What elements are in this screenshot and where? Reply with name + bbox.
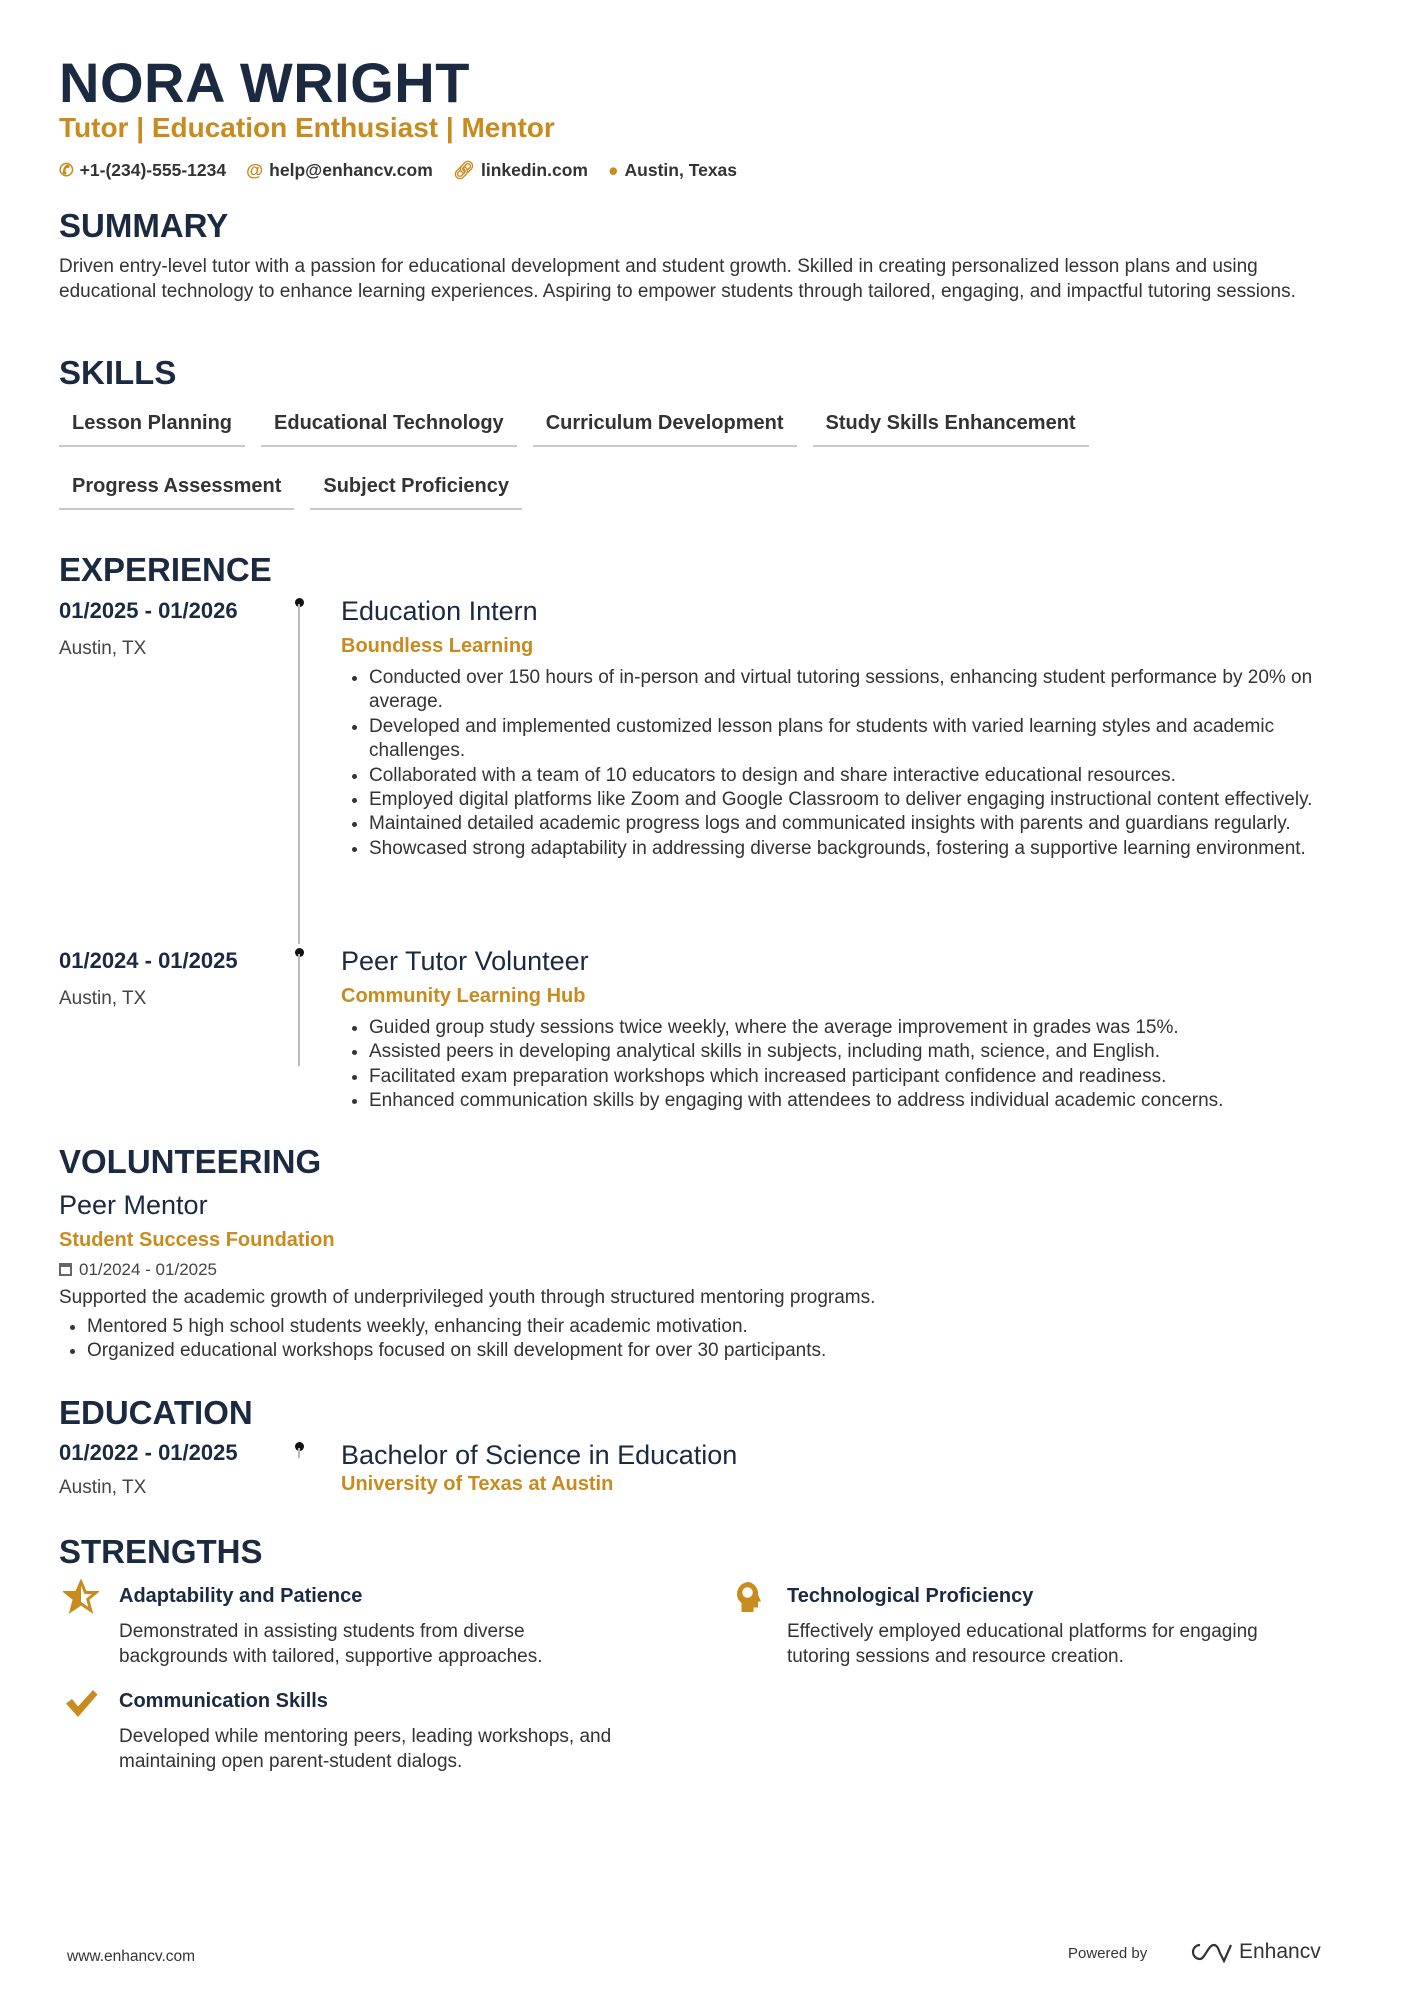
strength-item bbox=[727, 1585, 1287, 1669]
job-company: Boundless Learning bbox=[341, 635, 534, 657]
timeline-line bbox=[298, 604, 300, 944]
contact-phone[interactable] bbox=[59, 160, 226, 181]
summary-heading: SUMMARY bbox=[59, 207, 229, 244]
bullet: • Showcased strong adaptability in addressing diverse backgrounds, fostering a supportive learning environment. bbox=[369, 837, 1341, 861]
experience-heading: EXPERIENCE bbox=[59, 551, 272, 588]
volunteer-date: 01/2024 - 01/2025 bbox=[79, 1260, 218, 1279]
link-icon: 🔗︎ bbox=[452, 160, 475, 180]
timeline-line bbox=[298, 954, 300, 1066]
brain-head-icon bbox=[731, 1579, 767, 1615]
skills-heading: SKILLS bbox=[59, 354, 177, 391]
bullet: • Conducted over 150 hours of in-person and virtual tutoring sessions, enhancing student performance by 20% on average. bbox=[369, 666, 1341, 715]
education-heading: EDUCATION bbox=[59, 1394, 253, 1431]
volunteer-role: Peer Mentor bbox=[59, 1190, 208, 1220]
strength-item bbox=[59, 1585, 619, 1669]
phone-icon: ✆ bbox=[59, 160, 74, 180]
candidate-name: NORA WRIGHT bbox=[59, 51, 470, 114]
strength-title: Technological Proficiency bbox=[787, 1585, 1034, 1607]
bullet: • Enhanced communication skills by engaging with attendees to address individual academic concerns. bbox=[369, 1089, 1341, 1113]
education-location: Austin, TX bbox=[59, 1477, 147, 1498]
job-bullets bbox=[341, 1016, 1341, 1114]
phone-text: +1-(234)-555-1234 bbox=[79, 160, 227, 180]
contact-location bbox=[608, 160, 737, 181]
footer-powered-by: Powered by bbox=[1068, 1945, 1148, 1962]
job-role: Peer Tutor Volunteer bbox=[341, 946, 589, 976]
job-bullets bbox=[341, 666, 1341, 861]
skill-tag: Educational Technology bbox=[261, 408, 517, 447]
job-date: 01/2025 - 01/2026 bbox=[59, 598, 238, 623]
job-company: Community Learning Hub bbox=[341, 985, 586, 1007]
star-icon bbox=[63, 1579, 99, 1615]
education-entry bbox=[59, 1440, 1341, 1500]
skill-tag: Curriculum Development bbox=[533, 408, 797, 447]
volunteering-entry bbox=[59, 1190, 1341, 1363]
strengths-heading: STRENGTHS bbox=[59, 1533, 263, 1570]
footer-website[interactable]: www.enhancv.com bbox=[67, 1948, 196, 1965]
job-role: Education Intern bbox=[341, 596, 538, 626]
timeline-line bbox=[298, 1448, 300, 1458]
bullet: • Facilitated exam preparation workshops which increased participant confidence and readiness. bbox=[369, 1065, 1341, 1089]
bullet: • Maintained detailed academic progress logs and communicated insights with parents and guardians regularly. bbox=[369, 812, 1341, 836]
contact-email[interactable] bbox=[246, 160, 433, 181]
job-location: Austin, TX bbox=[59, 988, 147, 1009]
enhancv-logo-icon bbox=[1189, 1941, 1233, 1963]
enhancv-logo bbox=[1189, 1940, 1321, 1964]
enhancv-brand: Enhancv bbox=[1239, 1940, 1321, 1963]
skill-tag: Progress Assessment bbox=[59, 471, 294, 510]
degree: Bachelor of Science in Education bbox=[341, 1440, 738, 1470]
volunteer-date-row bbox=[59, 1260, 1341, 1280]
skill-tag: Subject Proficiency bbox=[310, 471, 522, 510]
volunteer-description: Supported the academic growth of underprivileged youth through structured mentoring programs. bbox=[59, 1287, 876, 1308]
bullet: • Employed digital platforms like Zoom and Google Classroom to deliver engaging instructional content effectively. bbox=[369, 788, 1341, 812]
strength-item bbox=[59, 1690, 619, 1774]
summary-text: Driven entry-level tutor with a passion for educational development and student growth. Skilled in creating personalized lesson plans and using educational technology to enhance learning experiences. Aspiring to empower students through tailored, engaging, and impactful tutoring sessions. bbox=[59, 256, 1296, 302]
skills-list bbox=[59, 408, 1209, 510]
candidate-title: Tutor | Education Enthusiast | Mentor bbox=[59, 112, 555, 143]
volunteer-bullets bbox=[59, 1315, 1341, 1364]
experience-entry bbox=[59, 596, 1341, 946]
skill-tag: Lesson Planning bbox=[59, 408, 245, 447]
bullet: • Organized educational workshops focused on skill development for over 30 participants. bbox=[87, 1339, 1341, 1363]
experience-entry bbox=[59, 946, 1341, 1112]
contact-linkedin[interactable] bbox=[453, 160, 588, 181]
location-icon: ● bbox=[607, 160, 619, 180]
skill-tag: Study Skills Enhancement bbox=[813, 408, 1089, 447]
volunteering-heading: VOLUNTEERING bbox=[59, 1143, 322, 1180]
checkmark-icon bbox=[63, 1684, 99, 1720]
job-date: 01/2024 - 01/2025 bbox=[59, 948, 238, 973]
school: University of Texas at Austin bbox=[341, 1473, 614, 1495]
calendar-icon bbox=[59, 1263, 72, 1276]
strength-text: Developed while mentoring peers, leading workshops, and maintaining open parent-student dialogs. bbox=[119, 1726, 612, 1772]
contact-row bbox=[59, 160, 737, 181]
strength-title: Communication Skills bbox=[119, 1690, 328, 1712]
email-text: help@enhancv.com bbox=[269, 160, 433, 180]
job-location: Austin, TX bbox=[59, 638, 147, 659]
at-icon: @ bbox=[246, 160, 264, 180]
education-date: 01/2022 - 01/2025 bbox=[59, 1440, 238, 1465]
bullet: • Mentored 5 high school students weekly, enhancing their academic motivation. bbox=[87, 1315, 1341, 1339]
strength-title: Adaptability and Patience bbox=[119, 1585, 363, 1607]
bullet: • Assisted peers in developing analytical skills in subjects, including math, science, and English. bbox=[369, 1040, 1341, 1064]
bullet: • Developed and implemented customized lesson plans for students with varied learning styles and academic challenges. bbox=[369, 715, 1341, 764]
location-text: Austin, Texas bbox=[624, 160, 738, 180]
bullet: • Guided group study sessions twice weekly, where the average improvement in grades was 15%. bbox=[369, 1016, 1341, 1040]
volunteer-org: Student Success Foundation bbox=[59, 1229, 335, 1251]
bullet: • Collaborated with a team of 10 educators to design and share interactive educational resources. bbox=[369, 764, 1341, 788]
strength-text: Demonstrated in assisting students from diverse backgrounds with tailored, supportive approaches. bbox=[119, 1621, 543, 1667]
linkedin-text: linkedin.com bbox=[480, 160, 588, 180]
strength-text: Effectively employed educational platforms for engaging tutoring sessions and resource creation. bbox=[787, 1621, 1258, 1667]
